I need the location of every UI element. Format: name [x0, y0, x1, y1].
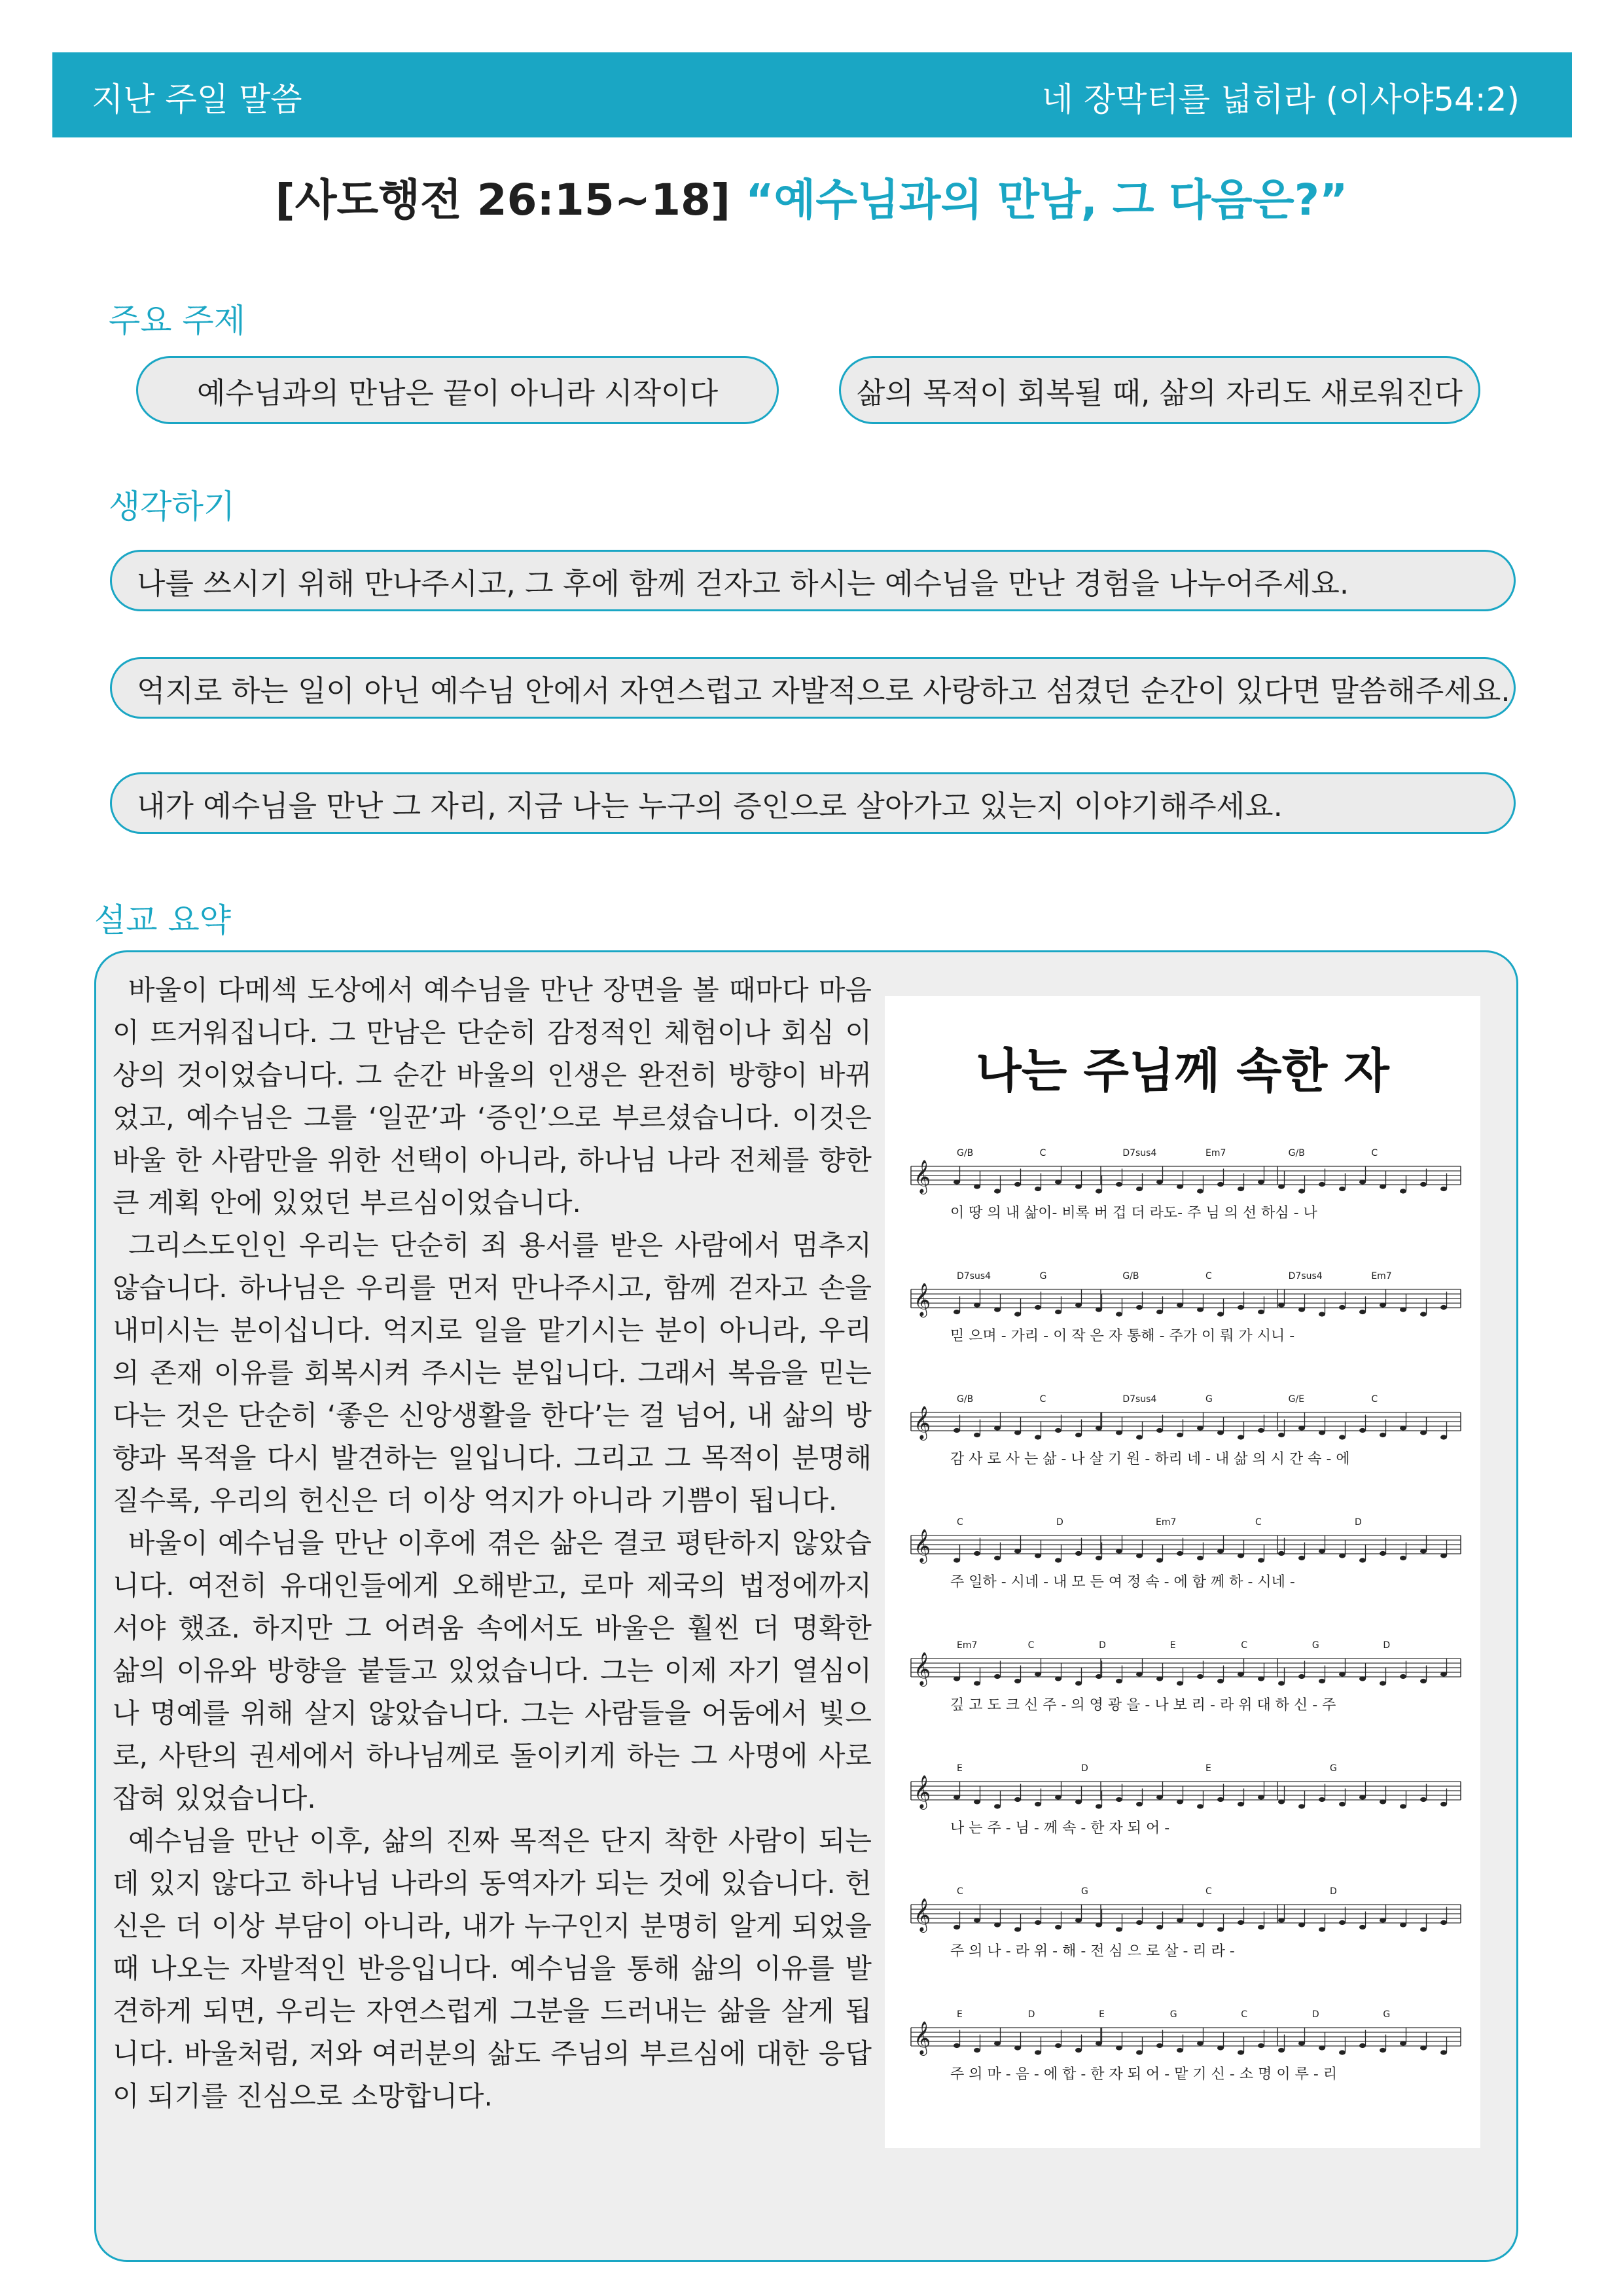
- chord-symbol: G/B: [957, 1394, 974, 1405]
- note-head: [1055, 1676, 1061, 1681]
- note-head: [954, 1310, 960, 1314]
- lyric-line: 깊 고 도 크 신 주 - 의 영 광 을 - 나 보 리 - 라 위 대 하 신 - 주: [950, 1697, 1336, 1713]
- note-head: [1096, 1556, 1102, 1560]
- chord-symbol: C: [1039, 1394, 1046, 1405]
- chord-symbol: D: [1099, 1640, 1106, 1651]
- treble-clef: 𝄞: [914, 1160, 931, 1193]
- note-head: [954, 1925, 960, 1929]
- note-head: [1035, 2050, 1041, 2054]
- lyric-line: 이 땅 의 내 삶이- 비록 버 겁 더 라도- 주 님 의 선 하심 - 나: [950, 1205, 1317, 1221]
- note-head: [1217, 1182, 1224, 1187]
- chord-symbol: Em7: [1156, 1517, 1177, 1528]
- note-head: [1035, 1672, 1041, 1676]
- note-head: [1278, 1551, 1285, 1556]
- note-head: [1136, 2050, 1143, 2054]
- note-head: [1096, 2041, 1102, 2045]
- note-head: [1238, 1187, 1244, 1191]
- note-head: [1116, 1679, 1122, 1683]
- note-head: [1156, 1925, 1163, 1929]
- note-head: [1014, 2045, 1021, 2050]
- note-head: [1298, 1426, 1305, 1430]
- reflection-question-text: 내가 예수님을 만난 그 자리, 지금 나는 누구의 증인으로 살아가고 있는지 이야기해주세요.: [137, 788, 1283, 823]
- sheet-music: [885, 996, 1480, 2148]
- note-head: [1440, 1672, 1447, 1676]
- main-theme-item: [136, 356, 779, 424]
- note-head: [1035, 1187, 1041, 1191]
- note-head: [1278, 1184, 1285, 1189]
- summary-paragraph: 바울이 다메섹 도상에서 예수님을 만난 장면을 볼 때마다 마음이 뜨거워집니다. 그 만남은 단순히 감정적인 체험이나 회심 이상의 것이었습니다. 그 순간 바울의 인생은 완전히 방향이 바뀌었고, 예수님은 그를 ‘일꾼’과 ‘증인’으로 부르셨습니다. 이것은 바울 한 사람만을 위한 선택이 아니라, 하나님 나라 전체를 향한 큰 계획 안에 있었던 부르심이었습니다.: [113, 974, 872, 1219]
- treble-clef: 𝄞: [914, 1652, 931, 1685]
- reflection-question: [110, 657, 1516, 719]
- note-head: [1075, 1681, 1082, 1685]
- note-head: [1014, 1312, 1021, 1316]
- note-head: [1278, 1302, 1285, 1307]
- note-head: [1258, 1310, 1264, 1314]
- treble-clef: 𝄞: [914, 1283, 931, 1316]
- note-head: [1136, 1802, 1143, 1806]
- note-head: [1136, 1435, 1143, 1439]
- chord-symbol: G: [1039, 1271, 1047, 1282]
- note-head: [1197, 1307, 1204, 1312]
- note-head: [974, 2048, 980, 2053]
- note-head: [1400, 1674, 1406, 1679]
- treble-clef: 𝄞: [914, 1529, 931, 1562]
- note-head: [1238, 1672, 1244, 1676]
- note-head: [1075, 1433, 1082, 1437]
- note-head: [1400, 1556, 1406, 1560]
- chord-symbol: D: [1383, 1640, 1391, 1651]
- note-head: [1400, 1189, 1406, 1193]
- reflection-label: 생각하기: [109, 488, 236, 526]
- note-head: [1440, 1802, 1447, 1806]
- chord-symbol: Em7: [957, 1640, 978, 1651]
- note-head: [1339, 1305, 1346, 1310]
- note-head: [1096, 1426, 1102, 1430]
- chord-symbol: C: [1241, 1640, 1248, 1651]
- note-head: [1055, 1795, 1061, 1799]
- note-head: [1298, 2041, 1305, 2045]
- reflection-question-text: 나를 쓰시기 위해 만나주시고, 그 후에 함께 걷자고 하시는 예수님을 만난 경험을 나누어주세요.: [137, 565, 1349, 601]
- summary-paragraph: 예수님을 만난 이후, 삶의 진짜 목적은 단지 착한 사람이 되는 데 있지 않다고 하나님 나라의 동역자가 되는 것에 있습니다. 헌신은 더 이상 부담이 아니라, 내가 누구인지 분명히 알게 되었을 때 나오는 자발적인 반응입니다. 예수님을 통해 삶의 이유를 발견하게 되면, 우리는 자연스럽게 그분을 드러내는 삶을 살게 됩니다. 바울처럼, 저와 여러분의 삶도 주님의 부르심에 대한 응답이 되기를 진심으로 소망합니다.: [113, 1825, 872, 2112]
- note-head: [1217, 1679, 1224, 1683]
- note-head: [974, 1681, 980, 1685]
- note-head: [1136, 1920, 1143, 1925]
- note-head: [1420, 2045, 1427, 2050]
- chord-symbol: D7sus4: [1122, 1148, 1157, 1158]
- note-head: [1440, 1187, 1447, 1191]
- lyric-line: 주 의 마 - 음 - 에 합 - 한 자 되 어 - 맡 기 신 - 소 명 이 루 - 리: [950, 2066, 1338, 2083]
- note-head: [1075, 1551, 1082, 1556]
- note-head: [1258, 1179, 1264, 1184]
- lyric-line: 주 일하 - 시네 - 내 모 든 여 정 속 - 에 함 께 하 - 시네 -: [950, 1574, 1295, 1590]
- note-head: [954, 1795, 960, 1799]
- note-head: [1420, 1549, 1427, 1553]
- note-head: [1075, 1302, 1082, 1307]
- note-head: [1440, 1553, 1447, 1558]
- note-head: [1258, 1795, 1264, 1799]
- note-head: [1055, 1925, 1061, 1929]
- note-head: [1217, 1312, 1224, 1316]
- note-head: [974, 1799, 980, 1804]
- note-head: [1420, 1797, 1427, 1802]
- note-head: [1156, 1179, 1163, 1184]
- note-head: [1156, 1310, 1163, 1314]
- chord-symbol: D7sus4: [957, 1271, 991, 1282]
- note-head: [1075, 1799, 1082, 1804]
- staff-system: [911, 1271, 1461, 1344]
- note-head: [974, 1184, 980, 1189]
- staff-system: [911, 1886, 1461, 1960]
- note-head: [974, 1918, 980, 1922]
- note-head: [1136, 1672, 1143, 1676]
- note-head: [1096, 1804, 1102, 1808]
- chord-symbol: C: [1241, 2009, 1248, 2020]
- scripture-reference: [사도행전 26:15~18]: [275, 175, 731, 225]
- note-head: [1339, 1802, 1346, 1806]
- chord-symbol: E: [1169, 1640, 1176, 1651]
- note-head: [1177, 1799, 1183, 1804]
- note-head: [1238, 1305, 1244, 1310]
- lyric-line: 믿 으며 - 가리 - 이 작 은 자 통해 - 주가 이 뤄 가 시니 -: [950, 1328, 1295, 1344]
- note-head: [1298, 1674, 1305, 1679]
- note-head: [1197, 1804, 1204, 1808]
- main-theme-label: 주요 주제: [109, 302, 246, 340]
- note-head: [1420, 1430, 1427, 1435]
- chord-symbol: G/B: [957, 1148, 974, 1158]
- chord-symbol: D: [1311, 2009, 1319, 2020]
- reflection-question: [110, 550, 1516, 611]
- note-head: [1258, 1558, 1264, 1562]
- note-head: [1217, 1430, 1224, 1435]
- chord-symbol: G: [1169, 2009, 1177, 2020]
- note-head: [1035, 1920, 1041, 1925]
- chord-symbol: D7sus4: [1288, 1271, 1323, 1282]
- chord-symbol: C: [1371, 1394, 1378, 1405]
- chord-symbol: C: [957, 1517, 963, 1528]
- lyric-line: 나 는 주 - 님 - 께 속 - 한 자 되 어 -: [950, 1820, 1170, 1837]
- note-head: [974, 1302, 980, 1307]
- note-head: [994, 1189, 1001, 1193]
- note-head: [1319, 1679, 1325, 1683]
- note-head: [1136, 1305, 1143, 1310]
- note-head: [1339, 1187, 1346, 1191]
- note-head: [1197, 1189, 1204, 1193]
- treble-clef: 𝄞: [914, 1775, 931, 1808]
- chord-symbol: E: [1205, 1763, 1211, 1774]
- note-head: [1319, 1182, 1325, 1187]
- chord-symbol: G: [1383, 2009, 1391, 2020]
- chord-symbol: C: [1255, 1517, 1262, 1528]
- chord-symbol: G/E: [1288, 1394, 1305, 1405]
- note-head: [1035, 1435, 1041, 1439]
- note-head: [1400, 1804, 1406, 1808]
- note-head: [1380, 2048, 1386, 2053]
- note-head: [1177, 1551, 1183, 1556]
- treble-clef: 𝄞: [914, 2021, 931, 2054]
- note-head: [1238, 2050, 1244, 2054]
- reflection-question: [110, 772, 1516, 834]
- header-bar: [52, 52, 1572, 137]
- main-theme-item: [839, 356, 1480, 424]
- note-head: [1359, 2043, 1366, 2048]
- sheet-music-staves: [885, 996, 1480, 2148]
- chord-symbol: D: [1056, 1517, 1063, 1528]
- note-head: [1075, 2048, 1082, 2053]
- staff-system: [911, 1640, 1461, 1713]
- note-head: [1258, 1676, 1264, 1681]
- summary-label: 설교 요약: [94, 901, 232, 939]
- note-head: [1014, 1927, 1021, 1931]
- note-head: [1339, 1435, 1346, 1439]
- chord-symbol: C: [1039, 1148, 1046, 1158]
- chord-symbol: G/B: [1288, 1148, 1305, 1158]
- staff-system: [911, 1763, 1461, 1837]
- sermon-title: “예수님과의 만남, 그 다음은?”: [745, 175, 1348, 225]
- chord-symbol: Em7: [1205, 1148, 1226, 1158]
- chord-symbol: E: [957, 1763, 963, 1774]
- note-head: [1197, 1674, 1204, 1679]
- note-head: [1319, 1549, 1325, 1553]
- note-head: [1014, 1797, 1021, 1802]
- note-head: [994, 1307, 1001, 1312]
- note-head: [994, 1922, 1001, 1927]
- chord-symbol: E: [957, 2009, 963, 2020]
- chord-symbol: D: [1355, 1517, 1362, 1528]
- note-head: [1258, 1925, 1264, 1929]
- note-head: [1156, 1558, 1163, 1562]
- note-head: [1359, 1428, 1366, 1433]
- note-head: [1035, 1802, 1041, 1806]
- note-head: [1440, 1435, 1447, 1439]
- note-head: [1380, 1302, 1386, 1307]
- note-head: [1400, 1307, 1406, 1312]
- summary-paragraph: 그리스도인인 우리는 단순히 죄 용서를 받은 사람에서 멈추지 않습니다. 하나님은 우리를 먼저 만나주시고, 함께 걷자고 손을 내미시는 분이십니다. 억지로 일을 맡기시는 분이 아니라, 우리의 존재 이유를 회복시켜 주시는 분입니다. 그래서 복음을 믿는다는 것은 단순히 ‘좋은 신앙생활을 한다’는 걸 넘어, 내 삶의 방향과 목적을 다시 발견하는 일입니다. 그리고 그 목적이 분명해질수록, 우리의 헌신은 더 이상 억지가 아니라 기쁨이 됩니다.: [113, 1229, 872, 1516]
- note-head: [1156, 1428, 1163, 1433]
- note-head: [1298, 1804, 1305, 1808]
- note-head: [1359, 1925, 1366, 1929]
- note-head: [954, 2043, 960, 2048]
- chord-symbol: C: [1371, 1148, 1378, 1158]
- note-head: [1116, 1797, 1122, 1802]
- sheet-music-title: 나는 주님께 속한 자: [976, 1043, 1389, 1098]
- note-head: [1380, 1433, 1386, 1437]
- note-head: [1339, 1553, 1346, 1558]
- note-head: [1359, 1676, 1366, 1681]
- note-head: [994, 1556, 1001, 1560]
- note-head: [1278, 1918, 1285, 1922]
- note-head: [1339, 1672, 1346, 1676]
- chord-symbol: E: [1099, 2009, 1105, 2020]
- note-head: [1420, 1182, 1427, 1187]
- chord-symbol: D7sus4: [1122, 1394, 1157, 1405]
- note-head: [994, 1426, 1001, 1430]
- note-head: [1075, 1184, 1082, 1189]
- note-head: [1258, 2043, 1264, 2048]
- note-head: [994, 2041, 1001, 2045]
- note-head: [1420, 1312, 1427, 1316]
- note-head: [1238, 1920, 1244, 1925]
- note-head: [1116, 1312, 1122, 1316]
- note-head: [1035, 1305, 1041, 1310]
- note-head: [1319, 1797, 1325, 1802]
- note-head: [1075, 1918, 1082, 1922]
- treble-clef: 𝄞: [914, 1406, 931, 1439]
- note-head: [1380, 1799, 1386, 1804]
- staff-system: [911, 2009, 1461, 2083]
- main-theme-text: 예수님과의 만남은 끝이 아니라 시작이다: [196, 375, 719, 410]
- chord-symbol: C: [957, 1886, 963, 1897]
- lyric-line: 주 의 나 - 라 위 - 해 - 전 심 으 로 살 - 리 라 -: [950, 1943, 1235, 1960]
- note-head: [1096, 1674, 1102, 1679]
- note-head: [954, 1676, 960, 1681]
- chord-symbol: D: [1330, 1886, 1337, 1897]
- header-left-label: 지난 주일 말씀: [92, 81, 302, 118]
- note-head: [1339, 1920, 1346, 1925]
- chord-symbol: C: [1205, 1271, 1212, 1282]
- note-head: [1380, 1918, 1386, 1922]
- note-head: [954, 1179, 960, 1184]
- note-head: [1319, 2045, 1325, 2050]
- summary-paragraph: 바울이 예수님을 만난 이후에 겪은 삶은 결코 평탄하지 않았습니다. 여전히 유대인들에게 오해받고, 로마 제국의 법정에까지 서야 했죠. 하지만 그 어려움 속에서도 바울은 훨씬 더 명확한 삶의 이유와 방향을 붙들고 있었습니다. 그는 이제 자기 열심이나 명예를 위해 살지 않았습니다. 그는 사람들을 어둠에서 빛으로, 사탄의 권세에서 하나님께로 돌이키게 하는 그 사명에 사로잡혀 있었습니다.: [113, 1527, 872, 1814]
- note-head: [1238, 1435, 1244, 1439]
- note-head: [1116, 1927, 1122, 1931]
- staff-system: [911, 1517, 1461, 1590]
- chord-symbol: G: [1081, 1886, 1088, 1897]
- note-head: [1116, 2045, 1122, 2050]
- note-head: [1096, 1189, 1102, 1193]
- note-head: [1035, 1553, 1041, 1558]
- staff-system: [911, 1394, 1461, 1467]
- note-head: [1400, 2041, 1406, 2045]
- note-head: [1014, 1549, 1021, 1553]
- note-head: [1339, 2050, 1346, 2054]
- note-head: [1055, 1558, 1061, 1562]
- summary-text: [113, 969, 872, 2117]
- note-head: [1258, 1428, 1264, 1433]
- note-head: [1400, 1922, 1406, 1927]
- note-head: [954, 1558, 960, 1562]
- chord-symbol: D: [1027, 2009, 1035, 2020]
- note-head: [1197, 1922, 1204, 1927]
- chord-symbol: C: [1027, 1640, 1035, 1651]
- note-head: [1197, 1556, 1204, 1560]
- note-head: [1420, 1679, 1427, 1683]
- note-head: [1238, 1802, 1244, 1806]
- note-head: [1319, 1312, 1325, 1316]
- chord-symbol: G: [1330, 1763, 1337, 1774]
- note-head: [1217, 1797, 1224, 1802]
- note-head: [1014, 1430, 1021, 1435]
- note-head: [994, 1804, 1001, 1808]
- note-head: [974, 1433, 980, 1437]
- note-head: [1359, 1179, 1366, 1184]
- note-head: [1156, 1795, 1163, 1799]
- note-head: [1319, 1430, 1325, 1435]
- main-theme-text: 삶의 목적이 회복될 때, 삶의 자리도 새로워진다: [856, 375, 1463, 410]
- note-head: [1217, 1927, 1224, 1931]
- note-head: [1319, 1927, 1325, 1931]
- note-head: [1177, 1918, 1183, 1922]
- note-head: [1014, 1679, 1021, 1683]
- note-head: [1278, 2048, 1285, 2053]
- note-head: [1177, 1302, 1183, 1307]
- note-head: [954, 1428, 960, 1433]
- note-head: [1014, 1182, 1021, 1187]
- note-head: [1278, 1433, 1285, 1437]
- treble-clef: 𝄞: [914, 1898, 931, 1931]
- note-head: [1156, 1676, 1163, 1681]
- chord-symbol: G: [1311, 1640, 1319, 1651]
- note-head: [1298, 1556, 1305, 1560]
- note-head: [1359, 1310, 1366, 1314]
- note-head: [1096, 1307, 1102, 1312]
- note-head: [1177, 1433, 1183, 1437]
- page-title: [0, 165, 1623, 227]
- note-head: [1440, 1920, 1447, 1925]
- note-head: [1380, 1551, 1386, 1556]
- note-head: [1156, 2043, 1163, 2048]
- note-head: [1136, 1553, 1143, 1558]
- note-head: [1096, 1922, 1102, 1927]
- lyric-line: 감 사 로 사 는 삶 - 나 살 기 원 - 하리 네 - 내 삶 의 시 간 속 - 에: [950, 1451, 1350, 1467]
- note-head: [994, 1674, 1001, 1679]
- note-head: [1177, 1184, 1183, 1189]
- note-head: [1116, 1549, 1122, 1553]
- chord-symbol: C: [1205, 1886, 1212, 1897]
- note-head: [1298, 1189, 1305, 1193]
- reflection-question-text: 억지로 하는 일이 아닌 예수님 안에서 자연스럽고 자발적으로 사랑하고 섬겼던 순간이 있다면 말씀해주세요.: [137, 673, 1510, 708]
- note-head: [1136, 1187, 1143, 1191]
- note-head: [1278, 1681, 1285, 1685]
- note-head: [1217, 2045, 1224, 2050]
- chord-symbol: G: [1205, 1394, 1213, 1405]
- note-head: [1278, 1799, 1285, 1804]
- note-head: [1298, 1922, 1305, 1927]
- note-head: [1440, 1305, 1447, 1310]
- note-head: [1055, 1179, 1061, 1184]
- note-head: [1298, 1307, 1305, 1312]
- note-head: [1197, 1426, 1204, 1430]
- note-head: [1177, 2048, 1183, 2053]
- note-head: [1116, 1430, 1122, 1435]
- note-head: [1116, 1182, 1122, 1187]
- note-head: [1238, 1553, 1244, 1558]
- note-head: [1055, 2043, 1061, 2048]
- note-head: [1055, 1428, 1061, 1433]
- note-head: [1217, 1549, 1224, 1553]
- note-head: [1420, 1927, 1427, 1931]
- header-right-label: 네 장막터를 넓히라 (이사야54:2): [1041, 81, 1520, 118]
- staff-system: [911, 1148, 1461, 1221]
- note-head: [1177, 1681, 1183, 1685]
- note-head: [1359, 1558, 1366, 1562]
- note-head: [1359, 1795, 1366, 1799]
- chord-symbol: Em7: [1371, 1271, 1392, 1282]
- note-head: [1400, 1426, 1406, 1430]
- chord-symbol: G/B: [1122, 1271, 1139, 1282]
- note-head: [1055, 1310, 1061, 1314]
- note-head: [1197, 2041, 1204, 2045]
- note-head: [1380, 1681, 1386, 1685]
- note-head: [1380, 1184, 1386, 1189]
- chord-symbol: D: [1081, 1763, 1088, 1774]
- note-head: [974, 1551, 980, 1556]
- note-head: [1440, 2050, 1447, 2054]
